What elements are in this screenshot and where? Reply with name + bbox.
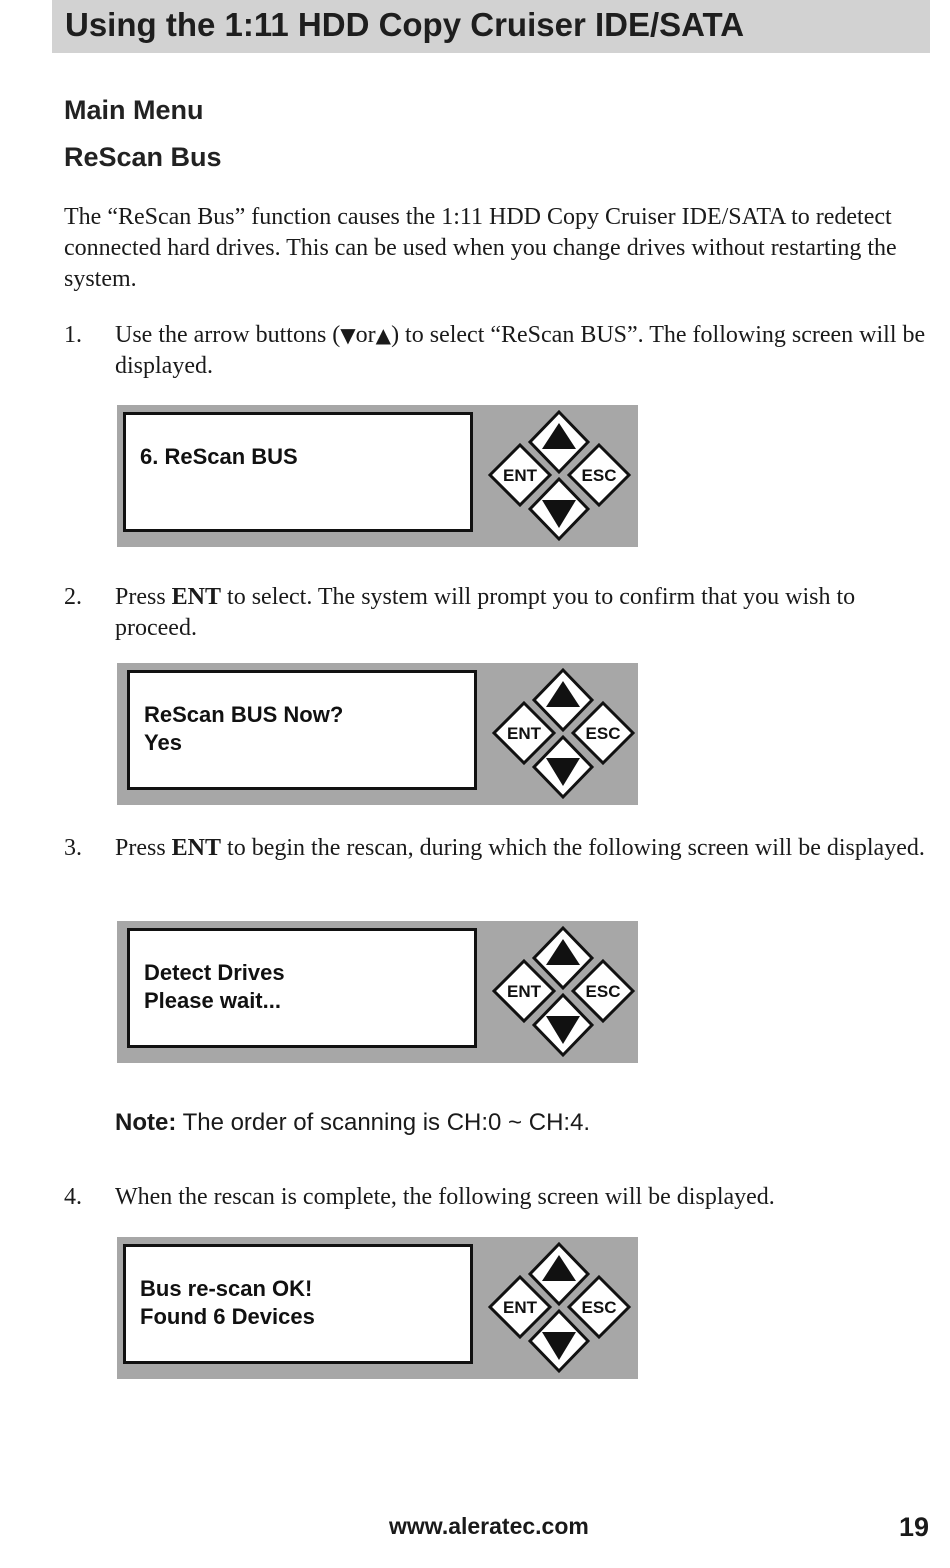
step-1-number: 1. [64,322,82,348]
step-3-text: Press ENT to begin the rescan, during which the following screen will be displayed. [115,835,925,861]
ent-label: ENT [503,1298,537,1317]
keypad [486,663,646,805]
note [115,1109,590,1137]
lcd-line-2: Found 6 Devices [140,1304,315,1329]
lcd-panel-2 [117,663,638,805]
keypad [482,405,642,547]
note-label: Note: [115,1109,177,1136]
lcd-screen [123,412,473,532]
step-4-number: 4. [64,1184,82,1210]
lcd-screen [123,1244,473,1364]
lcd-line-1: Bus re-scan OK! [140,1276,313,1301]
down-arrow-icon: ▼ [340,323,356,347]
lcd-panel-1 [117,405,638,547]
note-text: The order of scanning is CH:0 ~ CH:4. [182,1109,591,1136]
section-subtitle: ReScan Bus [64,142,222,172]
keypad [482,1237,642,1379]
step-2-text: Press ENT to select. The system will prompt you to confirm that you wish to proceed. [115,584,856,641]
ent-label: ENT [507,982,541,1001]
lcd-line-2: Please wait... [144,988,281,1013]
step-2-number: 2. [64,584,82,610]
footer-url: www.aleratec.com [389,1513,589,1539]
esc-label: ESC [581,1298,617,1317]
up-arrow-icon: ▲ [375,323,392,347]
lcd-panel-3 [117,921,638,1063]
ent-label: ENT [503,466,537,485]
header-banner [52,0,930,53]
esc-label: ESC [581,466,617,485]
lcd-panel-4 [117,1237,638,1379]
lcd-screen [127,928,477,1048]
keypad [486,921,646,1063]
step-1-text: Use the arrow buttons (▼or▲) to select “ReScan BUS”. The following screen will be displayed. [115,322,926,379]
step-4-text: When the rescan is complete, the following screen will be displayed. [115,1184,775,1210]
lcd-screen [127,670,477,790]
section-title: Main Menu [64,95,204,125]
esc-label: ESC [585,724,621,743]
page-header-title: Using the 1:11 HDD Copy Cruiser IDE/SATA [65,6,745,43]
ent-label: ENT [507,724,541,743]
lcd-line-1: 6. ReScan BUS [140,444,298,469]
lcd-line-1: Detect Drives [144,960,285,985]
lcd-line-1: ReScan BUS Now? [144,702,344,727]
lcd-line-2: Yes [144,730,182,755]
step-3-number: 3. [64,835,82,861]
esc-label: ESC [585,982,621,1001]
page-number: 19 [899,1512,930,1542]
intro-paragraph: The “ReScan Bus” function causes the 1:11 HDD Copy Cruiser IDE/SATA to redetect connected hard drives. This can be used when you change drives without restarting the system. [64,204,897,292]
